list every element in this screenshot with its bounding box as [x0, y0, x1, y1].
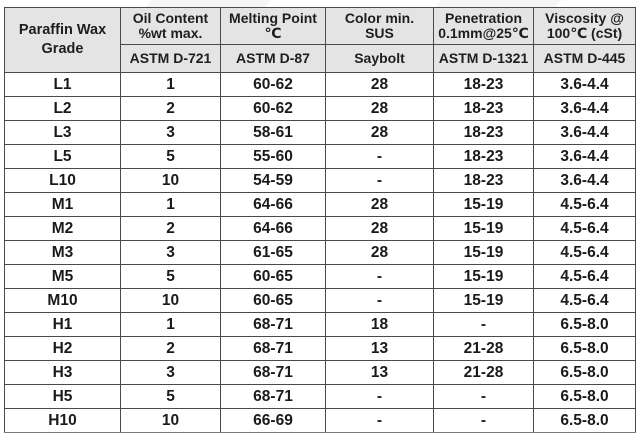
cell-penetration: 21-28 [434, 361, 534, 385]
table-row [5, 409, 636, 433]
table-row [5, 289, 636, 313]
cell-color: 13 [326, 337, 434, 361]
cell-grade: H10 [5, 409, 121, 433]
cell-color: - [326, 385, 434, 409]
header-grade-label: Paraffin Wax Grade [18, 22, 107, 57]
cell-color: 13 [326, 361, 434, 385]
cell-oil: 2 [121, 97, 221, 121]
cell-penetration: 15-19 [434, 193, 534, 217]
header-oil-content [121, 8, 221, 45]
cell-grade: M10 [5, 289, 121, 313]
header-viscosity [534, 8, 636, 45]
cell-oil: 5 [121, 265, 221, 289]
table-row [5, 241, 636, 265]
cell-melting: 54-59 [221, 169, 326, 193]
cell-viscosity: 6.5-8.0 [534, 409, 636, 433]
cell-melting: 55-60 [221, 145, 326, 169]
cell-viscosity: 4.5-6.4 [534, 193, 636, 217]
cell-melting: 60-65 [221, 289, 326, 313]
cell-melting: 68-71 [221, 337, 326, 361]
cell-penetration: 15-19 [434, 289, 534, 313]
cell-oil: 3 [121, 361, 221, 385]
table-row [5, 97, 636, 121]
header-row-titles [5, 8, 636, 45]
cell-penetration: 18-23 [434, 121, 534, 145]
header-title: Color min. [344, 10, 415, 26]
header-title: Oil Content [132, 10, 209, 26]
cell-oil: 1 [121, 73, 221, 97]
cell-grade: H2 [5, 337, 121, 361]
cell-grade: H5 [5, 385, 121, 409]
cell-viscosity: 6.5-8.0 [534, 361, 636, 385]
cell-penetration: 15-19 [434, 241, 534, 265]
cell-oil: 2 [121, 337, 221, 361]
cell-melting: 64-66 [221, 193, 326, 217]
cell-color: - [326, 289, 434, 313]
table-header [5, 8, 636, 73]
cell-grade: H3 [5, 361, 121, 385]
header-subtitle: ℃ [264, 25, 282, 41]
cell-color: 28 [326, 97, 434, 121]
cell-color: - [326, 409, 434, 433]
cell-oil: 1 [121, 313, 221, 337]
cell-melting: 66-69 [221, 409, 326, 433]
table-row [5, 169, 636, 193]
cell-color: 28 [326, 241, 434, 265]
header-subtitle: 0.1mm@25℃ [438, 25, 529, 41]
header-title: Penetration [444, 10, 522, 26]
cell-melting: 64-66 [221, 217, 326, 241]
cell-oil: 10 [121, 409, 221, 433]
header-melting-point [221, 8, 326, 45]
cell-viscosity: 4.5-6.4 [534, 289, 636, 313]
cell-oil: 10 [121, 289, 221, 313]
cell-penetration: - [434, 313, 534, 337]
cell-penetration: - [434, 385, 534, 409]
cell-grade: L3 [5, 121, 121, 145]
cell-melting: 68-71 [221, 313, 326, 337]
cell-oil: 3 [121, 241, 221, 265]
cell-penetration: 18-23 [434, 73, 534, 97]
cell-oil: 5 [121, 385, 221, 409]
cell-oil: 5 [121, 145, 221, 169]
header-method-color: Saybolt [326, 45, 434, 73]
cell-penetration: 15-19 [434, 265, 534, 289]
cell-penetration: 18-23 [434, 169, 534, 193]
header-color [326, 8, 434, 45]
paraffin-wax-spec-table [4, 7, 636, 433]
table-row [5, 361, 636, 385]
header-method-viscosity: ASTM D-445 [534, 45, 636, 73]
header-method-penetration: ASTM D-1321 [434, 45, 534, 73]
cell-grade: H1 [5, 313, 121, 337]
cell-color: 28 [326, 73, 434, 97]
cell-penetration: 18-23 [434, 145, 534, 169]
cell-melting: 68-71 [221, 361, 326, 385]
cell-penetration: 21-28 [434, 337, 534, 361]
cell-oil: 2 [121, 217, 221, 241]
cell-viscosity: 4.5-6.4 [534, 241, 636, 265]
cell-melting: 68-71 [221, 385, 326, 409]
header-title: Viscosity @ [545, 10, 624, 26]
header-subtitle: %wt max. [138, 25, 203, 41]
header-method-melting: ASTM D-87 [221, 45, 326, 73]
cell-grade: M2 [5, 217, 121, 241]
header-grade [5, 8, 121, 73]
header-method-oil: ASTM D-721 [121, 45, 221, 73]
table-row [5, 313, 636, 337]
table-row [5, 193, 636, 217]
cell-viscosity: 6.5-8.0 [534, 337, 636, 361]
cell-grade: L5 [5, 145, 121, 169]
cell-melting: 61-65 [221, 241, 326, 265]
table-row [5, 217, 636, 241]
cell-penetration: - [434, 409, 534, 433]
cell-melting: 58-61 [221, 121, 326, 145]
cell-viscosity: 3.6-4.4 [534, 169, 636, 193]
cell-melting: 60-62 [221, 73, 326, 97]
cell-color: 28 [326, 121, 434, 145]
cell-viscosity: 4.5-6.4 [534, 265, 636, 289]
table-row [5, 337, 636, 361]
cell-color: - [326, 145, 434, 169]
cell-penetration: 18-23 [434, 97, 534, 121]
cell-penetration: 15-19 [434, 217, 534, 241]
cell-viscosity: 4.5-6.4 [534, 217, 636, 241]
cell-melting: 60-65 [221, 265, 326, 289]
table-row [5, 145, 636, 169]
table-row [5, 121, 636, 145]
cell-viscosity: 6.5-8.0 [534, 313, 636, 337]
cell-color: 28 [326, 217, 434, 241]
cell-color: - [326, 169, 434, 193]
header-subtitle: 100℃ (cSt) [546, 25, 623, 41]
cell-oil: 1 [121, 193, 221, 217]
cell-grade: M5 [5, 265, 121, 289]
table-row [5, 73, 636, 97]
cell-viscosity: 6.5-8.0 [534, 385, 636, 409]
header-penetration [434, 8, 534, 45]
cell-viscosity: 3.6-4.4 [534, 121, 636, 145]
table-row [5, 265, 636, 289]
table-body [5, 73, 636, 433]
header-title: Melting Point [229, 10, 317, 26]
cell-viscosity: 3.6-4.4 [534, 73, 636, 97]
cell-grade: M1 [5, 193, 121, 217]
cell-oil: 10 [121, 169, 221, 193]
cell-color: 18 [326, 313, 434, 337]
cell-oil: 3 [121, 121, 221, 145]
header-subtitle: SUS [365, 25, 394, 41]
table-row [5, 385, 636, 409]
cell-grade: L10 [5, 169, 121, 193]
cell-melting: 60-62 [221, 97, 326, 121]
cell-viscosity: 3.6-4.4 [534, 97, 636, 121]
cell-grade: L2 [5, 97, 121, 121]
cell-grade: L1 [5, 73, 121, 97]
cell-viscosity: 3.6-4.4 [534, 145, 636, 169]
cell-grade: M3 [5, 241, 121, 265]
cell-color: 28 [326, 193, 434, 217]
cell-color: - [326, 265, 434, 289]
